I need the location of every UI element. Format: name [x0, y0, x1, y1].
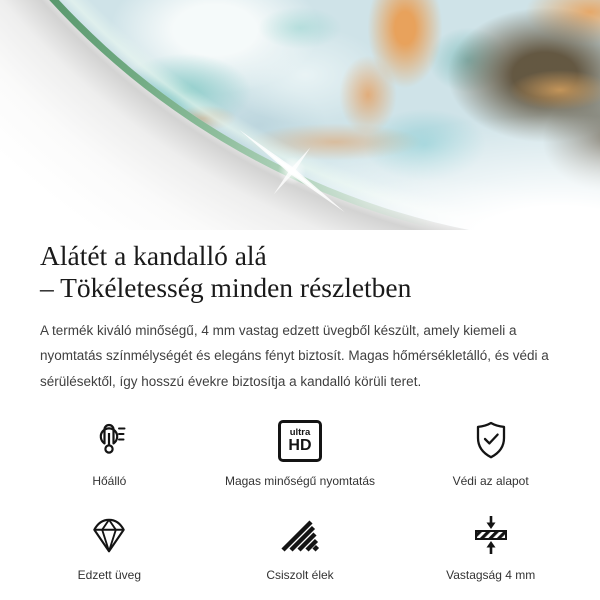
title-line-2: – Tökéletesség minden részletben [40, 272, 412, 304]
feature-label: Hőálló [92, 474, 127, 488]
feature-label: Csiszolt élek [266, 568, 334, 582]
icon-box [471, 512, 511, 558]
icon-box [278, 512, 322, 558]
feature-tempered-glass [14, 512, 205, 582]
product-hero-image [0, 0, 600, 230]
feature-label: Védi az alapot [452, 474, 529, 488]
feature-polished-edges [205, 512, 396, 582]
icon-box [89, 418, 129, 464]
icon-box [470, 418, 512, 464]
feature-heat-resistant [14, 418, 205, 488]
product-description: A termék kiváló minőségű, 4 mm vastag edzett üvegből készült, amely kiemeli a nyomtatás színmélységét és elegáns fényt biztosít. Magas hőmérsékletálló, és védi a sérülésektől, így hosszú évekre biztosítja a kandalló körüli teret. [40, 322, 549, 389]
feature-label: Vastagság 4 mm [446, 568, 536, 582]
page-title [40, 240, 560, 305]
thermometer-icon [89, 419, 129, 463]
feature-thickness-4mm [395, 512, 586, 582]
feature-label: Edzett üveg [77, 568, 142, 582]
icon-box [88, 512, 130, 558]
ultra-hd-text-small: ultra [289, 426, 311, 438]
ultra-hd-text-large: HD [288, 437, 312, 455]
ultra-hd-icon [278, 420, 322, 462]
polished-edges-icon [278, 515, 322, 555]
feature-grid [8, 418, 592, 582]
shield-check-icon [470, 419, 512, 463]
feature-protects-base [395, 418, 586, 488]
diamond-icon [88, 514, 130, 556]
title-line-1: Alátét a kandalló alá [40, 240, 267, 271]
product-text-block [0, 230, 600, 582]
compressed-thickness-icon [471, 513, 511, 557]
icon-box [278, 418, 322, 464]
feature-high-quality-print [205, 418, 396, 488]
feature-label: Magas minőségű nyomtatás [224, 474, 376, 488]
